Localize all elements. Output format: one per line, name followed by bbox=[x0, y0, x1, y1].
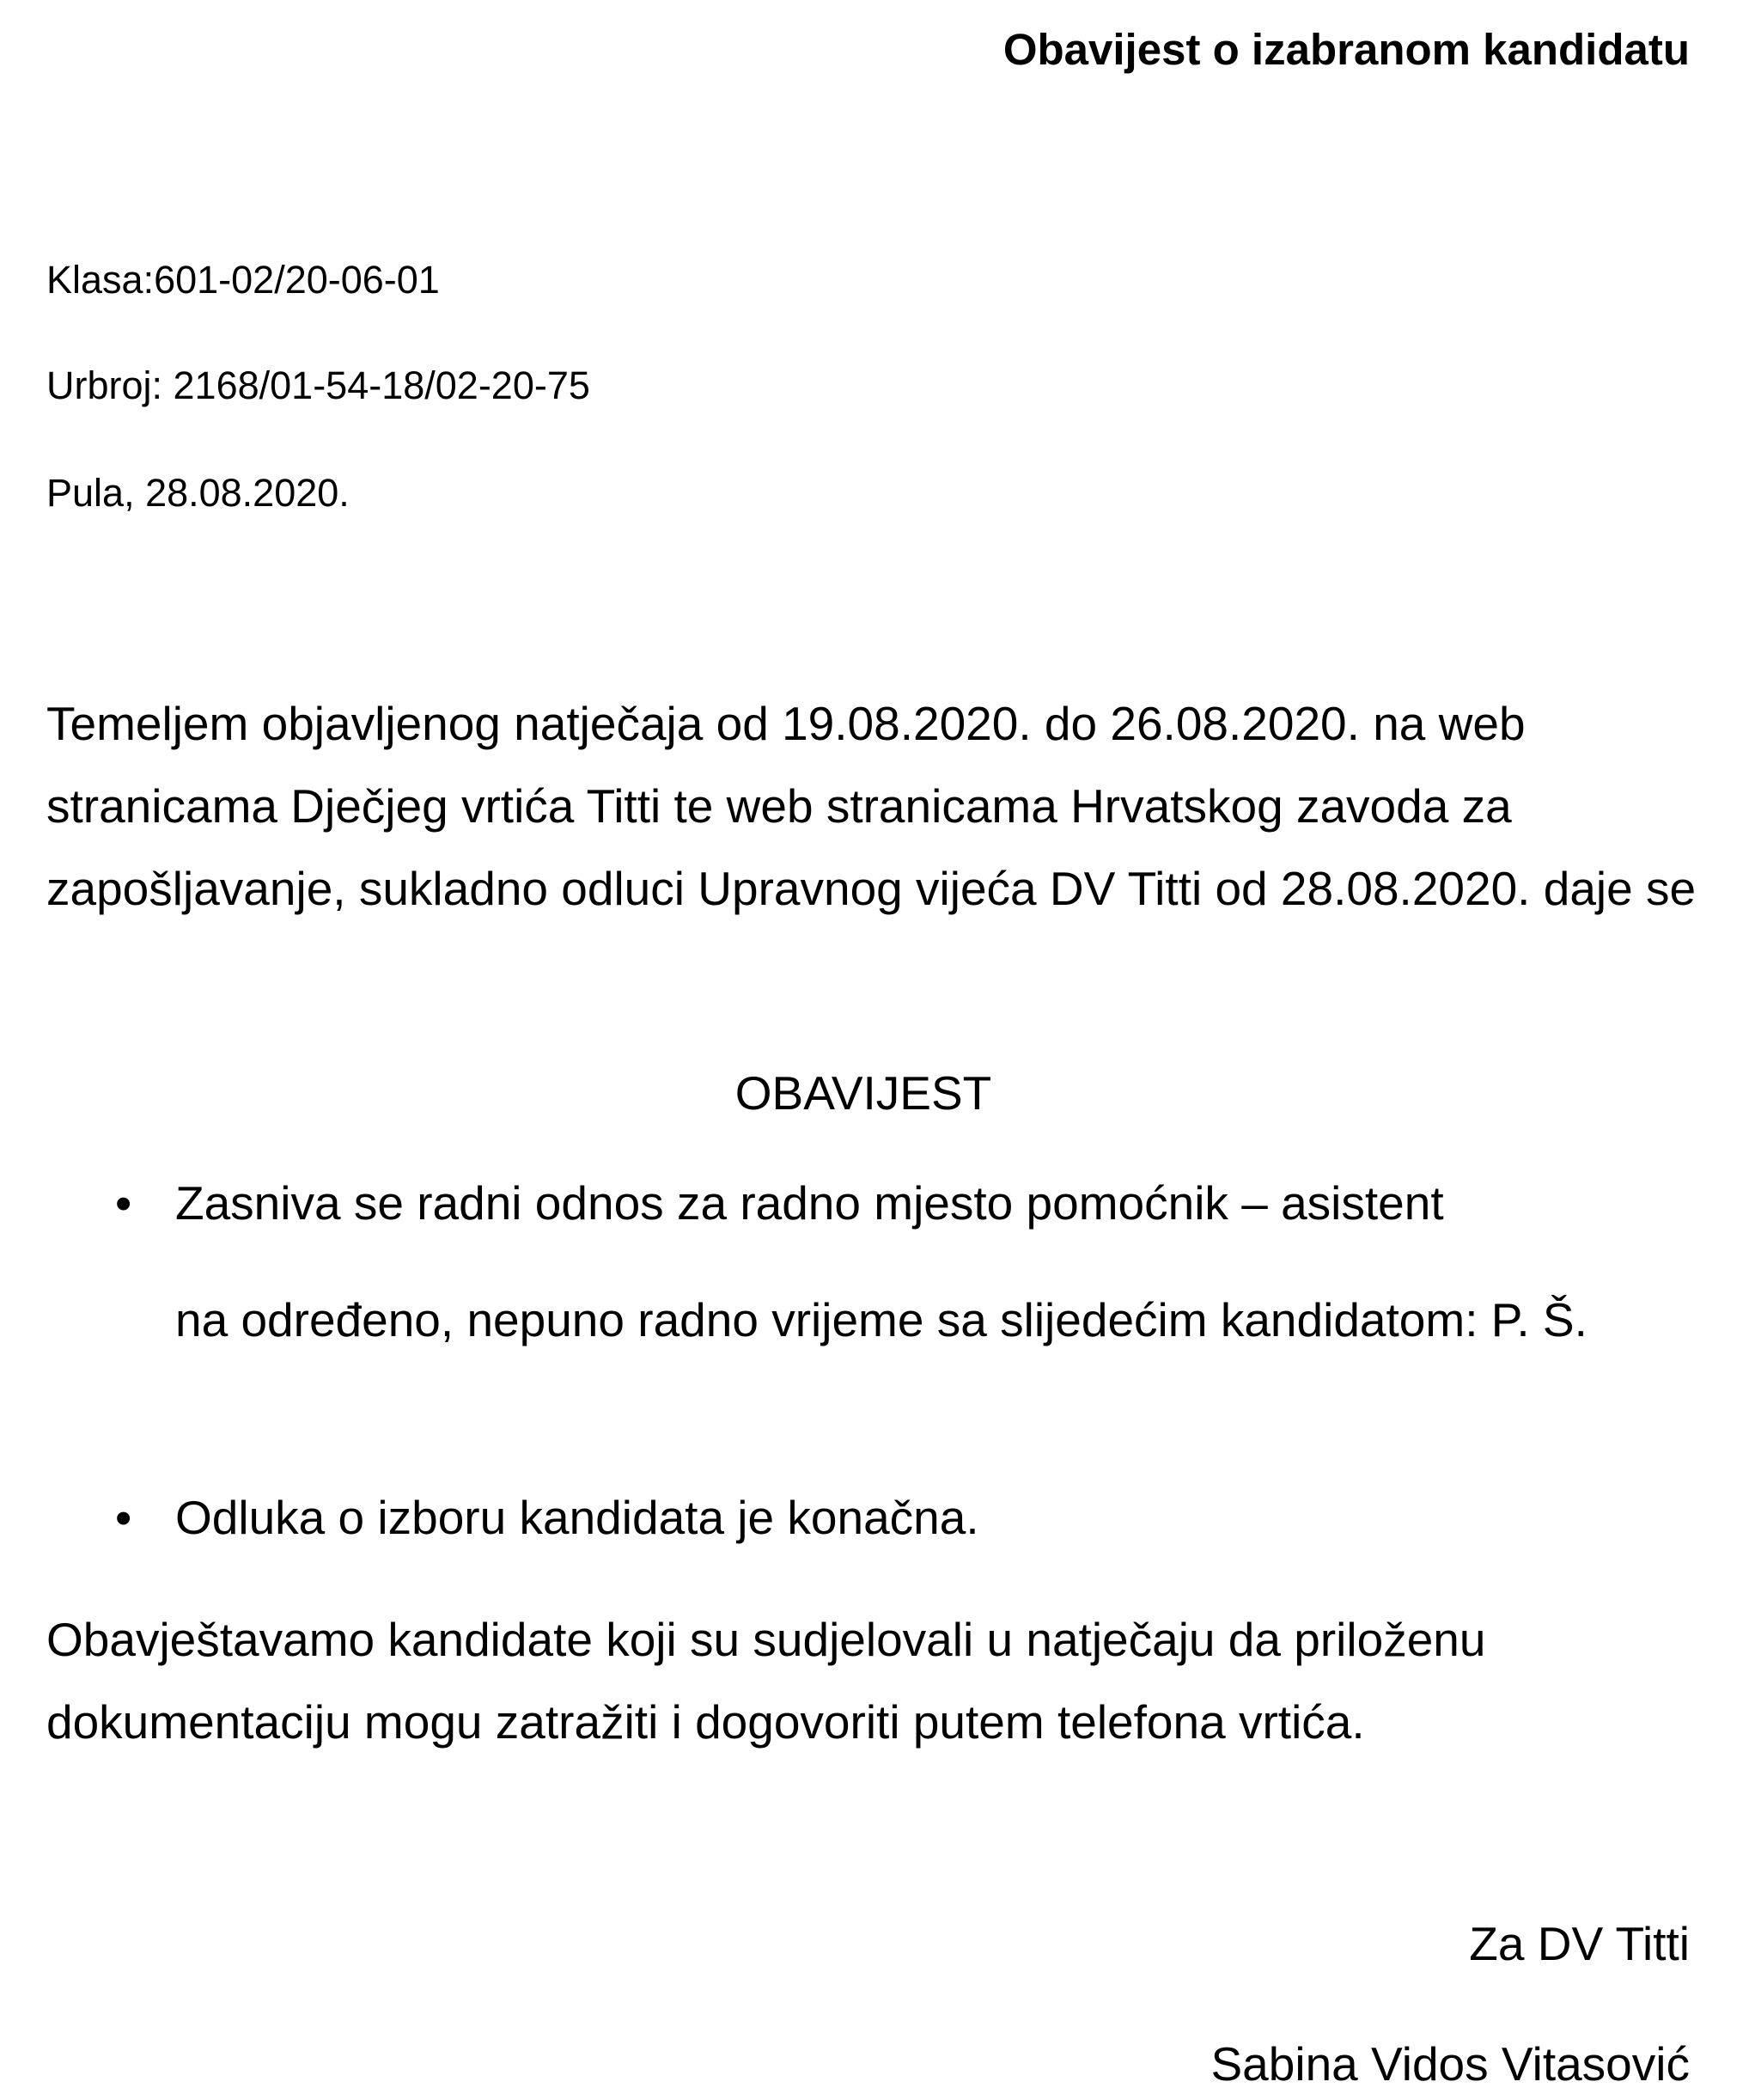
bullet-icon: • bbox=[115, 1491, 132, 1544]
bullet-icon: • bbox=[115, 1176, 132, 1230]
signature-organization: Za DV Titti bbox=[1469, 1917, 1690, 1970]
signature-name: Sabina Vidos Vitasović bbox=[1210, 2037, 1690, 2091]
document-title: Obavijest o izabranom kandidatu bbox=[1002, 25, 1690, 74]
list-item-text bbox=[175, 1162, 1704, 1361]
urbroj-reference: Urbroj: 2168/01-54-18/02-20-75 bbox=[46, 363, 590, 407]
list-item-line: na određeno, nepuno radno vrijeme sa slijedećim kandidatom: P. Š. bbox=[175, 1293, 1587, 1346]
list-item-text: Odluka o izboru kandidata je konačna. bbox=[175, 1491, 979, 1544]
klasa-reference: Klasa:601-02/20-06-01 bbox=[46, 258, 440, 302]
list-item-line: Zasniva se radni odnos za radno mjesto pomoćnik – asistent bbox=[175, 1176, 1444, 1230]
place-and-date: Pula, 28.08.2020. bbox=[46, 471, 350, 515]
closing-paragraph: Obavještavamo kandidate koji su sudjelovali u natječaju da priloženu dokumentaciju mogu zatražiti i dogovoriti putem telefona vrtića. bbox=[46, 1613, 1486, 1749]
intro-paragraph: Temeljem objavljenog natječaja od 19.08.2020. do 26.08.2020. na web stranicama Dječjeg vrtića Titti te web stranicama Hrvatskog zavoda za zapošljavanje, sukladno odluci Upravnog vijeća DV Titti od 28.08.2020. daje se bbox=[46, 697, 1697, 915]
notice-heading: OBAVIJEST bbox=[734, 1066, 992, 1120]
